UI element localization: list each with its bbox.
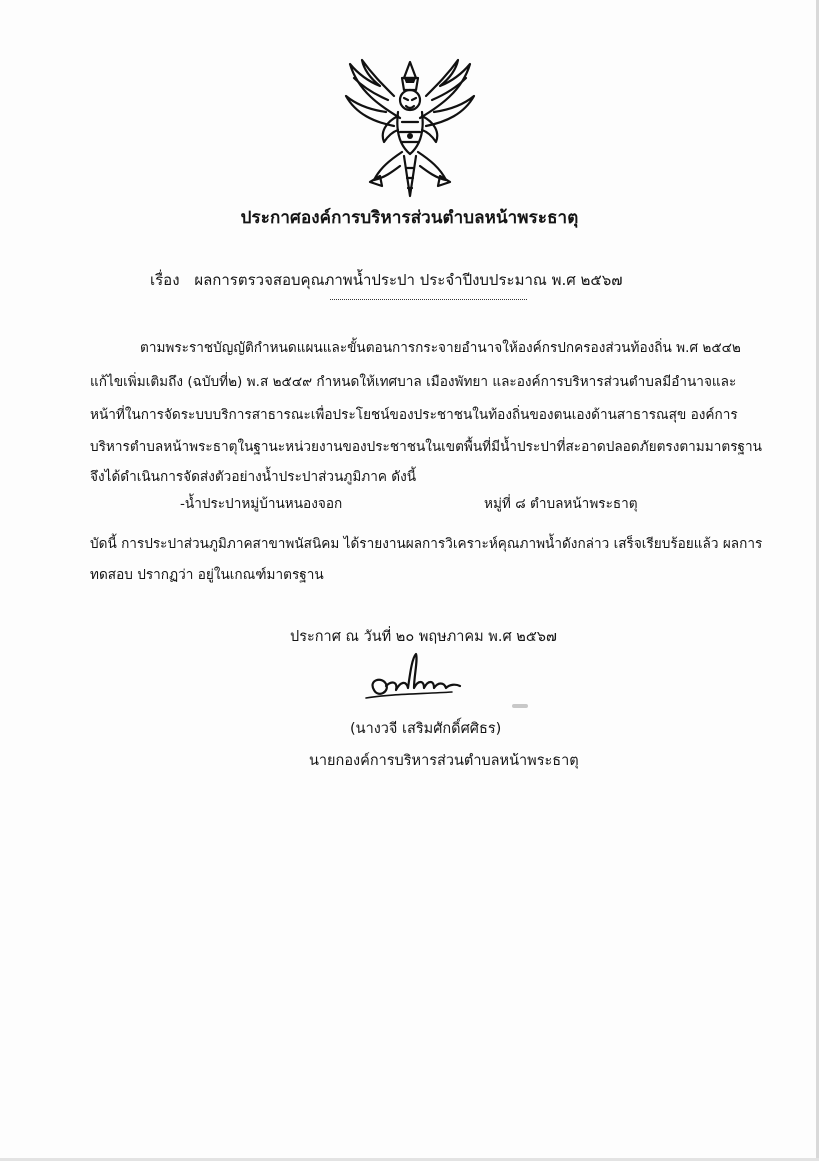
signer-position: นายกองค์การบริหารส่วนตำบลหน้าพระธาตุ (309, 753, 579, 769)
garuda-emblem-icon (340, 56, 480, 198)
body-line-1: ตามพระราชบัญญัติกำหนดแผนและขั้นตอนการกระจายอำนาจให้องค์กรปกครองส่วนท้องถิ่น พ.ศ ๒๕๔๒ (140, 340, 741, 356)
subject-label: เรื่อง (150, 271, 180, 289)
announcement-date: ประกาศ ณ วันที่ ๒๐ พฤษภาคม พ.ศ ๒๕๖๗ (290, 629, 557, 645)
body-line-3: หน้าที่ในการจัดระบบบริการสาธารณะเพื่อประโยชน์ของประชาชนในท้องถิ่นของตนเองด้านสาธารณสุข องค์การ (90, 407, 738, 423)
result-line-2: ทดสอบ ปรากฏว่า อยู่ในเกณฑ์มาตรฐาน (90, 567, 324, 583)
subject-line (150, 268, 750, 292)
scan-mark (512, 704, 528, 708)
body-line-5: จึงได้ดำเนินการจัดส่งตัวอย่างน้ำประปาส่วนภูมิภาค ดังนี้ (90, 469, 417, 485)
subject-text: ผลการตรวจสอบคุณภาพน้ำประปา ประจำปีงบประมาณ พ.ศ ๒๕๖๗ (194, 271, 623, 289)
dotted-divider (330, 299, 527, 300)
signer-name: (นางวจี เสริมศักดิ์ศศิธร) (350, 721, 502, 737)
sample-location: หมู่ที่ ๘ ตำบลหน้าพระธาตุ (484, 496, 638, 512)
result-line-1: บัดนี้ การประปาส่วนภูมิภาคสาขาพนัสนิคม ได้รายงานผลการวิเคราะห์คุณภาพน้ำดังกล่าว เสร็จเรียบร้อยแล้ว ผลการ (90, 536, 763, 552)
announcement-title: ประกาศองค์การบริหารส่วนตำบลหน้าพระธาตุ (240, 208, 579, 228)
body-line-2: แก้ไขเพิ่มเติมถึง (ฉบับที่๒) พ.ส ๒๕๔๙ กำหนดให้เทศบาล เมืองพัทยา และองค์การบริหารส่วนตำบลมีอำนาจและ (90, 374, 737, 390)
sample-source: -น้ำประปาหมู่บ้านหนองจอก (180, 496, 343, 512)
handwritten-signature (360, 650, 490, 710)
body-line-4: บริหารตำบลหน้าพระธาตุในฐานะหน่วยงานของประชาชนในเขตพื้นที่มีน้ำประปาที่สะอาดปลอดภัยตรงตามมาตรฐาน (90, 439, 762, 455)
